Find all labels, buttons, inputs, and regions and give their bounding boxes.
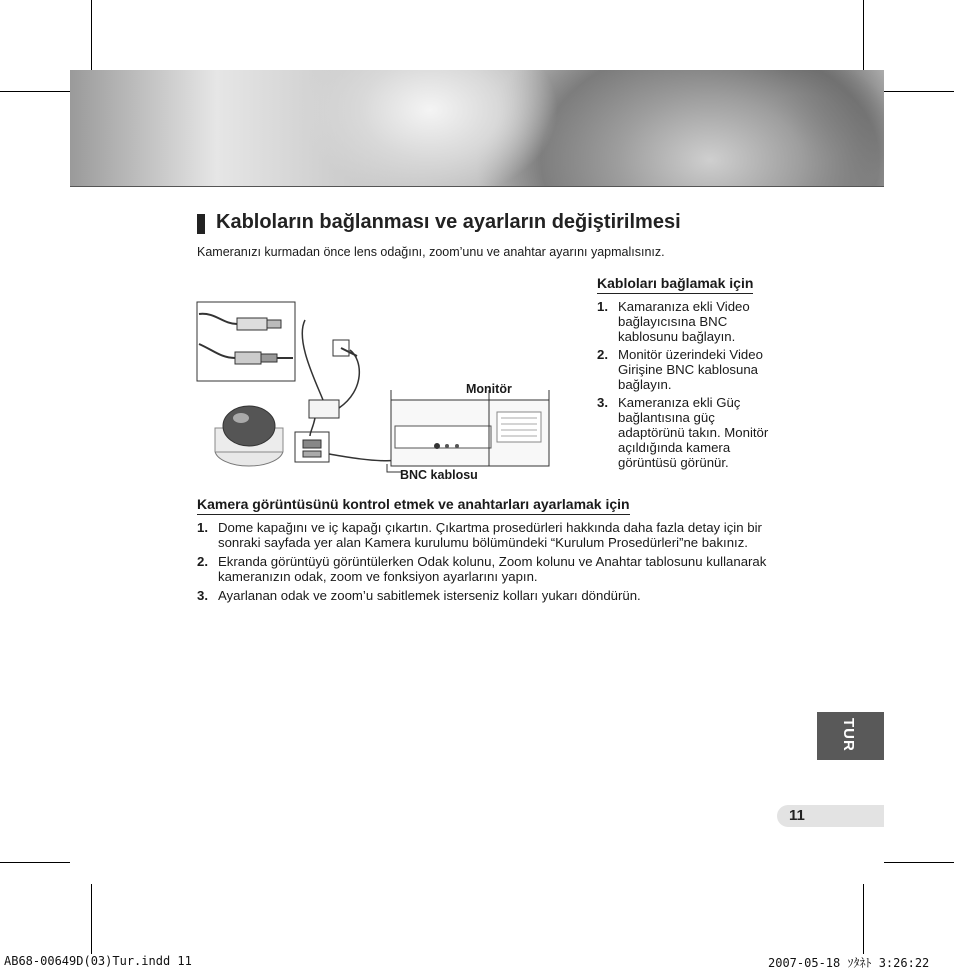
- page-number: 11: [789, 807, 805, 824]
- camera-dome-highlight: [233, 413, 249, 423]
- crop-mark: [0, 91, 70, 92]
- camera-dome: [223, 406, 275, 446]
- section-intro: Kameranızı kurmadan önce lens odağını, zoom’unu ve anahtar ayarını yapmalısınız.: [197, 245, 665, 259]
- step-text: Kamaranıza ekli Video bağlayıcısına BNC kablosunu bağlayın.: [618, 299, 750, 344]
- list-item: [197, 554, 787, 584]
- monitor-label: Monitör: [466, 382, 512, 396]
- page-number-pill: [777, 805, 884, 827]
- step-text: Ayarlanan odak ve zoom’u sabitlemek isterseniz kolları yukarı döndürün.: [218, 588, 641, 603]
- header-banner-image: [70, 70, 884, 186]
- connect-steps: [597, 299, 783, 473]
- step-number: 3.: [197, 588, 208, 603]
- step-number: 3.: [597, 395, 608, 410]
- list-item: [597, 395, 783, 470]
- bnc-socket: [261, 354, 277, 362]
- step-text: Ekranda görüntüyü görüntülerken Odak kolunu, Zoom kolunu ve Anahtar tablosunu kullanarak kameranızın odak, zoom ve fonksiyon ayarlarını yapın.: [218, 554, 767, 584]
- step-number: 2.: [197, 554, 208, 569]
- camera-connector-port: [303, 440, 321, 448]
- crop-mark: [884, 862, 954, 863]
- list-item: [197, 588, 787, 603]
- footer-file-info: AB68-00649D(03)Tur.indd 11: [4, 954, 192, 968]
- connector-inset: [197, 302, 295, 381]
- step-text: Monitör üzerindeki Video Girişine BNC kablosuna bağlayın.: [618, 347, 763, 392]
- monitor-port: [445, 444, 449, 448]
- list-item: [597, 347, 783, 392]
- list-item: [197, 520, 787, 550]
- crop-mark: [0, 862, 70, 863]
- power-cable-to-outlet: [339, 350, 359, 408]
- crop-mark: [863, 0, 864, 70]
- step-number: 2.: [597, 347, 608, 362]
- bnc-plug: [235, 352, 261, 364]
- power-adapter: [309, 400, 339, 418]
- step-number: 1.: [197, 520, 208, 535]
- monitor-port: [455, 444, 459, 448]
- footer-timestamp: 2007-05-18 ｿﾀﾈﾄ 3:26:22: [768, 956, 930, 970]
- control-steps: [197, 520, 787, 606]
- step-text: Dome kapağını ve iç kapağı çıkartın. Çıkartma prosedürleri hakkında daha fazla detay için bir sonraki sayfada yer alan Kamera kurulumu bölümündeki “Kurulum Prosedürleri”ne bakınız.: [218, 520, 762, 550]
- step-text: Kameranıza ekli Güç bağlantısına güç adaptörünü takın. Monitör açıldığında kamera görüntüsü görünür.: [618, 395, 769, 470]
- power-cable: [302, 320, 323, 400]
- step-number: 1.: [597, 299, 608, 314]
- bnc-cable-label: BNC kablosu: [400, 468, 478, 482]
- crop-mark: [863, 884, 864, 954]
- banner-divider: [70, 186, 884, 187]
- crop-mark: [91, 0, 92, 70]
- crop-mark: [884, 91, 954, 92]
- monitor-back-panel: [395, 426, 491, 448]
- crop-mark: [91, 884, 92, 954]
- connector-plug-upper: [237, 318, 267, 330]
- monitor-video-in: [434, 443, 440, 449]
- language-tab: [817, 712, 884, 760]
- title-marker: [197, 214, 205, 234]
- control-heading: Kamera görüntüsünü kontrol etmek ve anahtarları ayarlamak için: [197, 496, 630, 515]
- language-tab-label: TUR: [840, 718, 857, 752]
- list-item: [597, 299, 783, 344]
- connector-plug-tip: [267, 320, 281, 328]
- monitor-vent: [497, 412, 541, 442]
- connect-heading: Kabloları bağlamak için: [597, 275, 753, 294]
- camera-connector-port: [303, 451, 321, 457]
- section-title: Kabloların bağlanması ve ayarların değiştirilmesi: [216, 211, 681, 233]
